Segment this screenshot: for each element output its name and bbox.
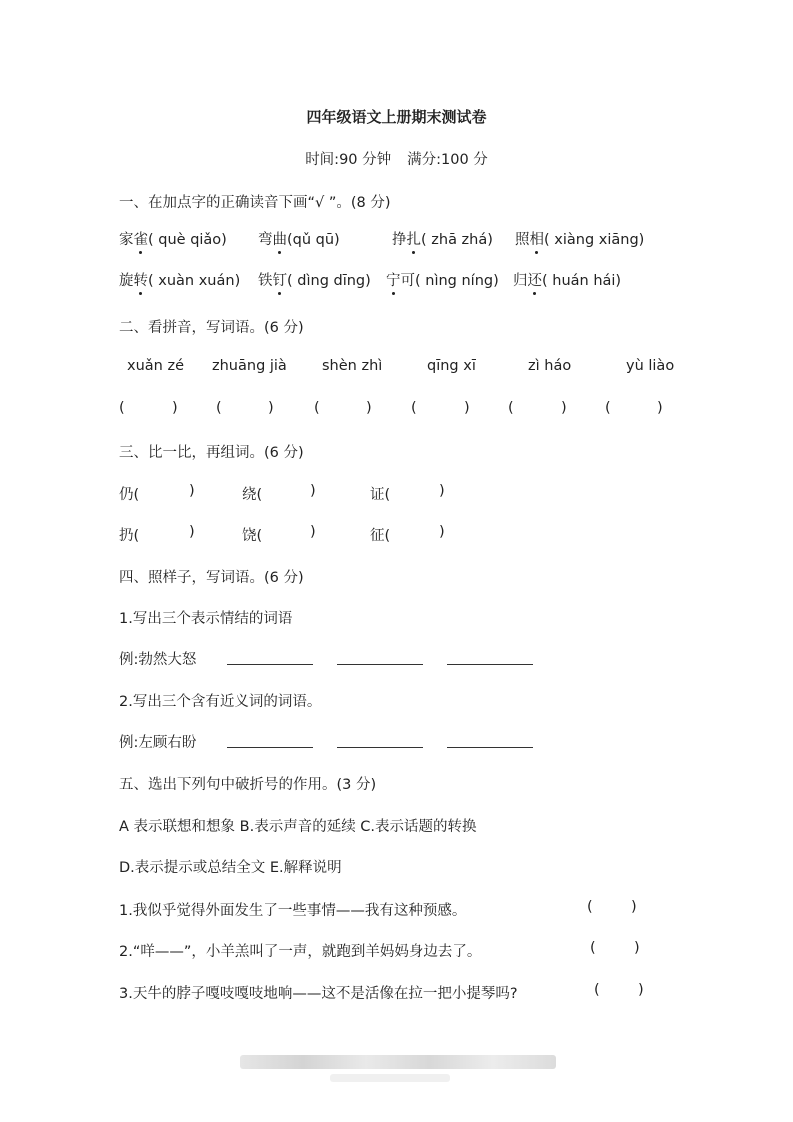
section-2-heading: 二、看拼音，写词语。(6 分): [119, 320, 304, 336]
compare-char: 证(: [370, 487, 391, 503]
blurred-footer-watermark: [240, 1055, 556, 1069]
answer-blank: [447, 733, 533, 748]
section-1-heading: 一、在加点字的正确读音下画“√ ”。(8 分): [119, 195, 391, 211]
answer-paren-close: ): [631, 899, 637, 915]
pronunciation-item: 宁可( nìng níng): [386, 269, 499, 290]
answer-paren-close: ): [439, 483, 445, 499]
exam-meta: [0, 148, 793, 169]
pinyin-label: shèn zhì: [322, 358, 383, 374]
answer-paren-open: (: [605, 400, 611, 416]
answer-paren-close: ): [172, 400, 178, 416]
answer-paren-close: ): [268, 400, 274, 416]
compare-char: 征(: [370, 528, 391, 544]
question-text: 2.“咩——”，小羊羔叫了一声，就跑到羊妈妈身边去了。: [119, 944, 482, 960]
pinyin-label: zì háo: [528, 358, 572, 374]
answer-paren-close: ): [439, 524, 445, 540]
exam-score: 满分:100 分: [407, 152, 488, 168]
answer-paren-open: (: [314, 400, 320, 416]
answer-paren-close: ): [366, 400, 372, 416]
pronunciation-item: 铁钉( dìng dīng): [258, 269, 371, 290]
compare-char: 饶(: [242, 528, 263, 544]
answer-paren-close: ): [189, 483, 195, 499]
compare-char: 绕(: [242, 487, 263, 503]
question-text: 1.我似乎觉得外面发生了一些事情——我有这种预感。: [119, 903, 467, 919]
question-text: 1.写出三个表示情结的词语: [119, 611, 293, 627]
pronunciation-item: 挣扎( zhā zhá): [392, 228, 493, 249]
pronunciation-item: 弯曲(qǔ qū): [258, 228, 340, 249]
pinyin-label: zhuāng jià: [212, 358, 287, 374]
answer-paren-open: (: [587, 899, 593, 915]
question-text: 2.写出三个含有近义词的词语。: [119, 694, 322, 710]
example-text: 例:左顾右盼: [119, 735, 197, 751]
pinyin-label: xuǎn zé: [127, 358, 184, 374]
option-list: D.表示提示或总结全文 E.解释说明: [119, 860, 342, 876]
answer-paren-close: ): [638, 982, 644, 998]
blurred-footer-watermark: [330, 1074, 450, 1082]
compare-char: 扔(: [119, 528, 140, 544]
answer-blank: [337, 650, 423, 665]
question-text: 3.天牛的脖子嘎吱嘎吱地响——这不是活像在拉一把小提琴吗?: [119, 986, 518, 1002]
answer-paren-open: (: [119, 400, 125, 416]
answer-paren-close: ): [634, 940, 640, 956]
option-list: A 表示联想和想象 B.表示声音的延续 C.表示话题的转换: [119, 819, 477, 835]
answer-paren-close: ): [310, 524, 316, 540]
section-3-heading: 三、比一比，再组词。(6 分): [119, 445, 304, 461]
answer-paren-open: (: [508, 400, 514, 416]
section-4-heading: 四、照样子，写词语。(6 分): [119, 570, 304, 586]
answer-paren-close: ): [189, 524, 195, 540]
pronunciation-item: 家雀( què qiǎo): [119, 228, 227, 249]
answer-paren-open: (: [411, 400, 417, 416]
answer-blank: [227, 650, 313, 665]
answer-paren-close: ): [657, 400, 663, 416]
answer-paren-close: ): [561, 400, 567, 416]
answer-paren-open: (: [590, 940, 596, 956]
answer-blank: [337, 733, 423, 748]
pronunciation-item: 旋转( xuàn xuán): [119, 269, 240, 290]
answer-paren-close: ): [310, 483, 316, 499]
pronunciation-item: 照相( xiàng xiāng): [515, 228, 644, 249]
pronunciation-item: 归还( huán hái): [513, 269, 621, 290]
section-5-heading: 五、选出下列句中破折号的作用。(3 分): [119, 777, 377, 793]
answer-blank: [227, 733, 313, 748]
compare-char: 仍(: [119, 487, 140, 503]
example-text: 例:勃然大怒: [119, 652, 197, 668]
answer-paren-open: (: [216, 400, 222, 416]
pinyin-label: qīng xī: [427, 358, 476, 374]
pinyin-label: yù liào: [626, 358, 675, 374]
page-title: 四年级语文上册期末测试卷: [306, 108, 487, 126]
answer-paren-close: ): [464, 400, 470, 416]
exam-time: 时间:90 分钟: [305, 152, 392, 168]
answer-blank: [447, 650, 533, 665]
answer-paren-open: (: [594, 982, 600, 998]
